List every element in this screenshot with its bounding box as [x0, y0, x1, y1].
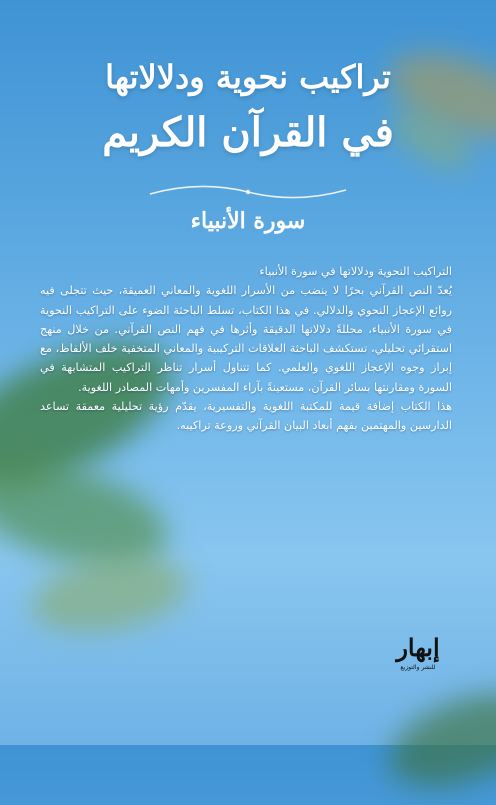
- blurb-paragraph: هذا الكتاب إضافة قيمة للمكتبة اللغوية والتفسيرية، يقدّم رؤية تحليلية معمقة تساعد الدارسين والمهتمين بفهم أبعاد البيان القرآني وروعة تراكيبه.: [40, 400, 452, 433]
- calligraphy-ornament-icon: [0, 172, 496, 212]
- title-line-1: تراكيب نحوية ودلالاتها: [105, 58, 391, 96]
- book-subtitle: سورة الأنبياء: [190, 208, 306, 234]
- publisher-logo: [396, 632, 440, 682]
- blurb-heading: التراكيب النحوية ودلالاتها في سورة الأنبياء: [259, 265, 452, 278]
- back-cover-blurb: [40, 262, 452, 436]
- publisher-logo-mark: إبهار: [396, 633, 440, 662]
- blurb-paragraph: يُعدّ النص القرآني بحرًا لا ينضب من الأسرار اللغوية والمعاني العميقة، حيث تتجلى فيه روائع الإعجاز النحوي والدلالي. في هذا الكتاب، تسلط الباحثة الضوء على التراكيب النحوية في سورة الأنبياء، محللةً دلالاتها الدقيقة وأثرها في فهم النص القرآني. من خلال منهج استقرائي تحليلي، تستكشف الباحثة العلاقات التركيبية والمعاني المتخفية خلف الألفاظ، مع إبراز وجوه الإعجاز اللغوي والعلمي. كما تتناول أسرار تناظر التراكيب المتشابهة في السورة ومقارنتها بسائر القرآن، مستعينةً بآراء المفسرين وأمهات المصادر اللغوية.: [40, 284, 452, 394]
- palm-leaf-blur: [25, 547, 195, 644]
- publisher-tagline: للنشر والتوزيع: [400, 664, 436, 671]
- title-line-2: في القرآن الكريم: [102, 109, 394, 156]
- palm-leaf-blur: [377, 675, 496, 805]
- book-title: [0, 55, 496, 161]
